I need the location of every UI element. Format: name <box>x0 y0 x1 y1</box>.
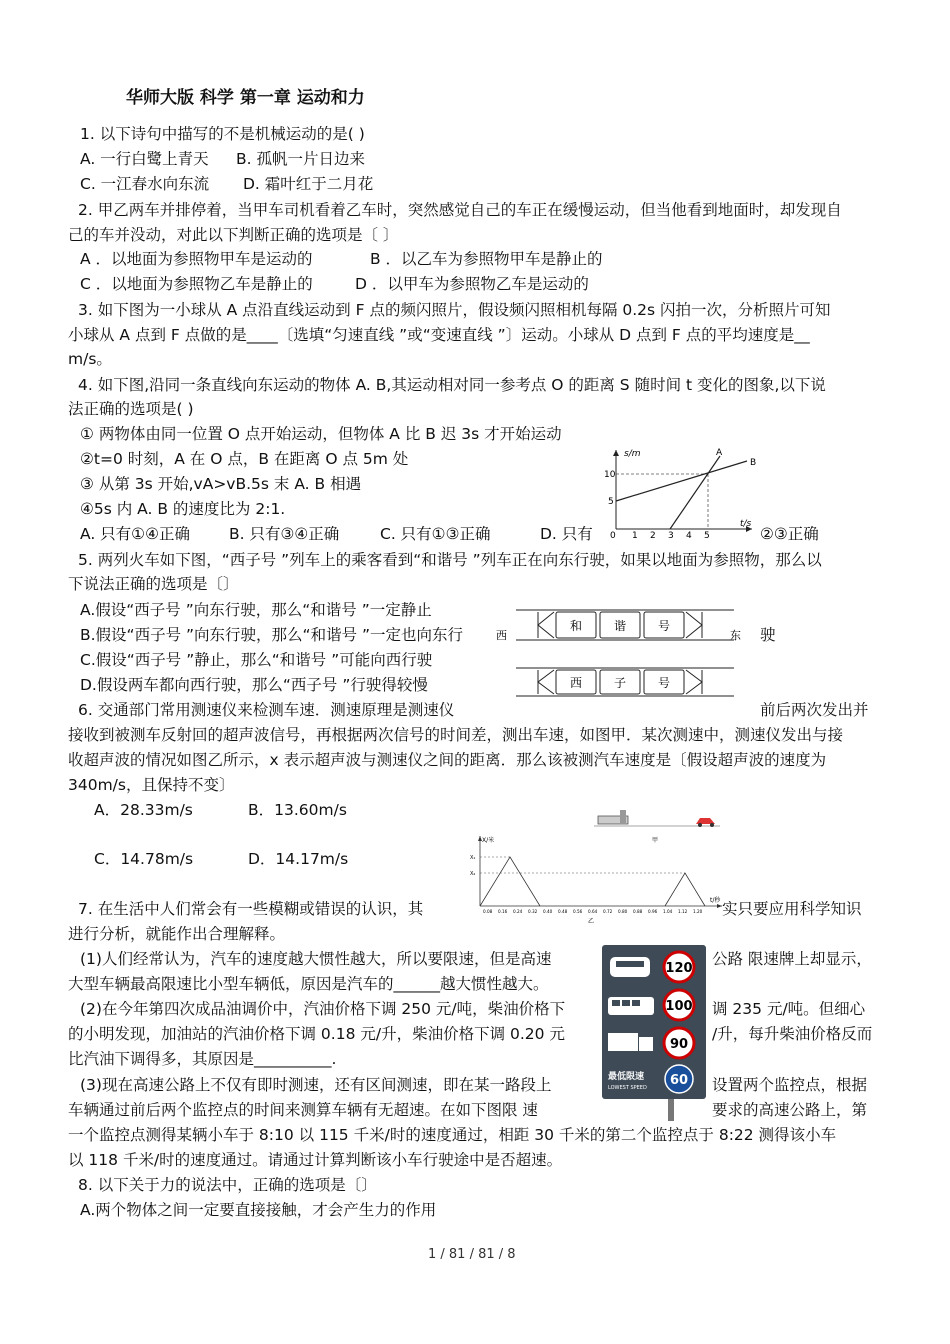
q6-option-b: B．13.60m/s <box>248 801 347 819</box>
q6-xtick-1: 0.08 <box>483 909 493 914</box>
q6-graph-x2: X₂ <box>470 871 476 877</box>
q7-part3-d: 以 118 千米/时的速度通过。请通过计算判断该小车行驶途中是否超速。 <box>68 1151 563 1169</box>
q4-graph-xtick-1: 1 <box>632 531 638 538</box>
q1-option-b: B. 孤帆一片日边来 <box>236 150 365 168</box>
q1-option-a: A. 一行白鹭上青天 <box>80 150 209 168</box>
q4-option-c: C. 只有①③正确 <box>380 525 491 543</box>
q6-xtick-5: 0.40 <box>543 909 553 914</box>
q6-xtick-8: 0.64 <box>588 909 598 914</box>
q6-xtick-4: 0.32 <box>528 909 538 914</box>
q6-speed-measure-figure <box>470 806 730 926</box>
q5-line1: 5. 两列火车如下图，“西子号 ”列车上的乘客看到“和谐号 ”列车正在向东行驶，如果以地面为参照物，那么以 <box>78 551 822 569</box>
q7-part1-a: (1)人们经常认为，汽车的速度越大惯性越大，所以要限速，但是高速 <box>80 950 552 968</box>
q4-option-d-tail: ②③正确 <box>760 525 819 543</box>
q5-option-d: D.假设两车都向西行驶，那么“西子号 ”行驶得较慢 <box>80 676 428 694</box>
q6-xtick-6: 0.48 <box>558 909 568 914</box>
q8-option-a: A.两个物体之间一定要直接接触，才会产生力的作用 <box>80 1201 437 1219</box>
q7-limit-100: 100 <box>665 999 693 1014</box>
q6-line2: 接收到被测车反射回的超声波信号，再根据两次信号的时间差，测出车速，如图甲．某次测速中，测速仪发出与接 <box>68 726 844 744</box>
q4-graph-xlabel: t/s <box>740 519 752 529</box>
q5-trains-figure <box>494 604 744 700</box>
q5-option-b: B.假设“西子号 ”向东行驶，那么“和谐号 ”一定也向东行 <box>80 626 464 644</box>
q7-line1: 7. 在生活中人们常会有一些模糊或错误的认识，其 <box>78 900 424 918</box>
q2-option-d: D ．以甲车为参照物乙车是运动的 <box>355 275 589 293</box>
q7-part3-a: (3)现在高速公路上不仅有即时测速，还有区间测速，即在某一路段上 <box>80 1076 552 1094</box>
page-footer: 1 / 81 / 81 / 8 <box>428 1247 516 1262</box>
q4-graph-ylabel: s/m <box>624 449 641 459</box>
q7-lowest-en: LOWEST SPEED <box>608 1085 647 1091</box>
q4-line2: 法正确的选项是( ) <box>68 400 194 418</box>
q6-option-d: D．14.17m/s <box>248 850 349 868</box>
q6-line1-tail: 前后两次发出并 <box>760 701 869 719</box>
q4-statement-4: ④5s 内 A. B 的速度比为 2:1. <box>80 500 286 518</box>
q6-option-a: A．28.33m/s <box>94 801 193 819</box>
q7-part2-a-tail: 调 235 元/吨。但细心 <box>712 1000 866 1018</box>
q4-graph-line-a <box>670 456 720 529</box>
q6-option-c: C．14.78m/s <box>94 850 194 868</box>
q7-limit-60: 60 <box>669 1073 689 1088</box>
q4-graph-xtick-5: 5 <box>704 531 710 538</box>
q7-speed-limit-sign <box>602 945 706 1121</box>
q5-train-1-char-1: 和 <box>570 619 583 633</box>
q7-part3-a-tail: 设置两个监控点，根据 <box>712 1076 868 1094</box>
q5-east-label: 东 <box>730 629 741 642</box>
q5-line2: 下说法正确的选项是〔〕 <box>68 575 239 593</box>
q4-graph-xtick-2: 2 <box>650 531 656 538</box>
q5-option-c: C.假设“西子号 ”静止，那么“和谐号 ”可能向西行驶 <box>80 651 433 669</box>
q6-line4: 340m/s，且保持不变〕 <box>68 776 235 794</box>
q5-option-b-tail: 驶 <box>760 626 776 644</box>
q7-part1-b: 大型车辆最高限速比小型车辆低，原因是汽车的______越大惯性越大。 <box>68 975 549 993</box>
q3-line3: m/s。 <box>68 350 112 368</box>
q4-graph-xtick-0: 0 <box>610 531 616 538</box>
q6-xtick-13: 1.04 <box>663 909 673 914</box>
q6-xtick-12: 0.96 <box>648 909 658 914</box>
q7-part2-b-tail: /升，每升柴油价格反而 <box>712 1025 873 1043</box>
q6-graph-x1: X₁ <box>470 855 476 861</box>
q4-graph-label-b: B <box>750 458 757 468</box>
q1-option-d: D. 霜叶红于二月花 <box>243 175 374 193</box>
q7-part3-b: 车辆通过前后两个监控点的时间来测算车辆有无超速。在如下图限 速 <box>68 1101 538 1119</box>
q5-train-1-char-2: 谐 <box>614 619 627 633</box>
q4-statement-3: ③ 从第 3s 开始,vA>vB.5s 末 A. B 相遇 <box>80 475 362 493</box>
q6-graph-pulse-1 <box>480 857 540 906</box>
q7-line2: 进行分析，就能作出合理解释。 <box>68 925 286 943</box>
q6-line1: 6. 交通部门常用测速仪来检测车速．测速原理是测速仪 <box>78 701 455 719</box>
q7-part1-a-tail: 公路 限速牌上却显示， <box>712 950 872 968</box>
q5-west-label: 西 <box>496 629 507 642</box>
q6-graph-ylabel: X/米 <box>482 837 495 844</box>
q6-graph-xticks <box>483 909 703 914</box>
q4-option-d: D. 只有 <box>540 525 593 543</box>
q6-line3: 收超声波的情况如图乙所示，x 表示超声波与测速仪之间的距离．那么该被测汽车速度是〔假设超声波的速度为 <box>68 751 827 769</box>
q7-lowest-cn: 最低限速 <box>608 1072 645 1082</box>
q7-line1-tail: 实只要应用科学知识 <box>722 900 862 918</box>
q4-graph-label-a: A <box>716 448 723 458</box>
q1-option-c: C. 一江春水向东流 <box>80 175 210 193</box>
q6-xtick-15: 1.20 <box>693 909 703 914</box>
q7-part3-c: 一个监控点测得某辆小车于 8:10 以 115 千米/时的速度通过，相距 30 千米的第二个监控点于 8:22 测得该小车 <box>68 1126 837 1144</box>
q4-graph-ytick-5: 5 <box>608 497 614 507</box>
q5-option-a: A.假设“西子号 ”向东行驶，那么“和谐号 ”一定静止 <box>80 601 432 619</box>
q7-limit-120: 120 <box>665 961 693 976</box>
q8-stem: 8. 以下关于力的说法中，正确的选项是〔〕 <box>78 1176 377 1194</box>
q5-train-2-char-1: 西 <box>570 676 583 690</box>
q6-xtick-3: 0.24 <box>513 909 523 914</box>
q5-train-2-nose-right <box>686 670 702 694</box>
q6-graph-xlabel: t/秒 <box>710 897 721 904</box>
q6-xtick-14: 1.12 <box>678 909 688 914</box>
q4-graph-xtick-4: 4 <box>686 531 692 538</box>
q5-train-1-char-3: 号 <box>658 619 671 633</box>
q6-xtick-10: 0.80 <box>618 909 628 914</box>
q4-option-b: B. 只有③④正确 <box>229 525 340 543</box>
q7-limit-90: 90 <box>669 1037 689 1052</box>
q7-part2-b: 的小明发现，加油站的汽油价格下调 0.18 元/升，柴油价格下调 0.20 元 <box>68 1025 565 1043</box>
q4-statement-2: ②t=0 时刻，A 在 O 点，B 在距离 O 点 5m 处 <box>80 450 409 468</box>
q3-line1: 3. 如下图为一小球从 A 点沿直线运动到 F 点的频闪照片，假设频闪照相机每隔 0.2s 闪拍一次，分析照片可知 <box>78 301 831 319</box>
q4-graph-y-arrow <box>613 450 619 456</box>
q2-line1: 2. 甲乙两车并排停着，当甲车司机看着乙车时，突然感觉自己的车正在缓慢运动，但当他看到地面时，却发现自 <box>78 201 842 219</box>
q4-graph-xtick-3: 3 <box>668 531 674 538</box>
q4-graph-ytick-10: 10 <box>604 470 616 480</box>
q7-part2-c: 比汽油下调得多，其原因是__________. <box>68 1050 337 1068</box>
q6-xtick-9: 0.72 <box>603 909 613 914</box>
q5-train-2-char-3: 号 <box>658 676 671 690</box>
q4-graph-line-b <box>616 461 747 501</box>
q7-part2-a: (2)在今年第四次成品油调价中，汽油价格下调 250 元/吨，柴油价格下 <box>80 1000 566 1018</box>
q2-option-a: A ．以地面为参照物甲车是运动的 <box>80 250 313 268</box>
q2-option-b: B ．以乙车为参照物甲车是静止的 <box>370 250 603 268</box>
q6-fig-jia-label: 甲 <box>652 837 659 844</box>
q6-xtick-2: 0.16 <box>498 909 508 914</box>
q7-sign-post <box>668 1099 674 1121</box>
q5-train-2-nose-left <box>538 670 554 694</box>
truck-icon <box>608 1033 638 1051</box>
q7-part3-b-tail: 要求的高速公路上，第 <box>712 1101 868 1119</box>
q5-train-1-nose-right <box>686 612 702 638</box>
q2-option-c: C ．以地面为参照物乙车是静止的 <box>80 275 313 293</box>
q3-line2: 小球从 A 点到 F 点做的是____〔选填“匀速直线 ”或“变速直线 ”〕运动。小球从 D 点到 F 点的平均速度是__ <box>68 326 810 344</box>
q6-xtick-7: 0.56 <box>573 909 583 914</box>
q4-option-a: A. 只有①④正确 <box>80 525 190 543</box>
q4-statement-1: ① 两物体由同一位置 O 点开始运动，但物体 A 比 B 迟 3s 才开始运动 <box>80 425 562 443</box>
q1-stem: 1. 以下诗句中描写的不是机械运动的是( ) <box>80 125 365 143</box>
q5-train-2-char-2: 子 <box>614 676 627 690</box>
q2-line2: 己的车并没动，对此以下判断正确的选项是〔 〕 <box>68 226 399 244</box>
q6-graph-pulse-2 <box>665 873 705 906</box>
q4-distance-time-graph <box>602 444 772 538</box>
q5-train-1-nose-left <box>538 612 554 638</box>
q4-line1: 4. 如下图,沿同一条直线向东运动的物体 A. B,其运动相对同一参考点 O 的距离 S 随时间 t 变化的图象,以下说 <box>78 376 826 394</box>
q6-xtick-11: 0.88 <box>633 909 643 914</box>
q6-fig-yi-label: 乙 <box>588 918 595 925</box>
page-title: 华师大版 科学 第一章 运动和力 <box>126 88 365 108</box>
